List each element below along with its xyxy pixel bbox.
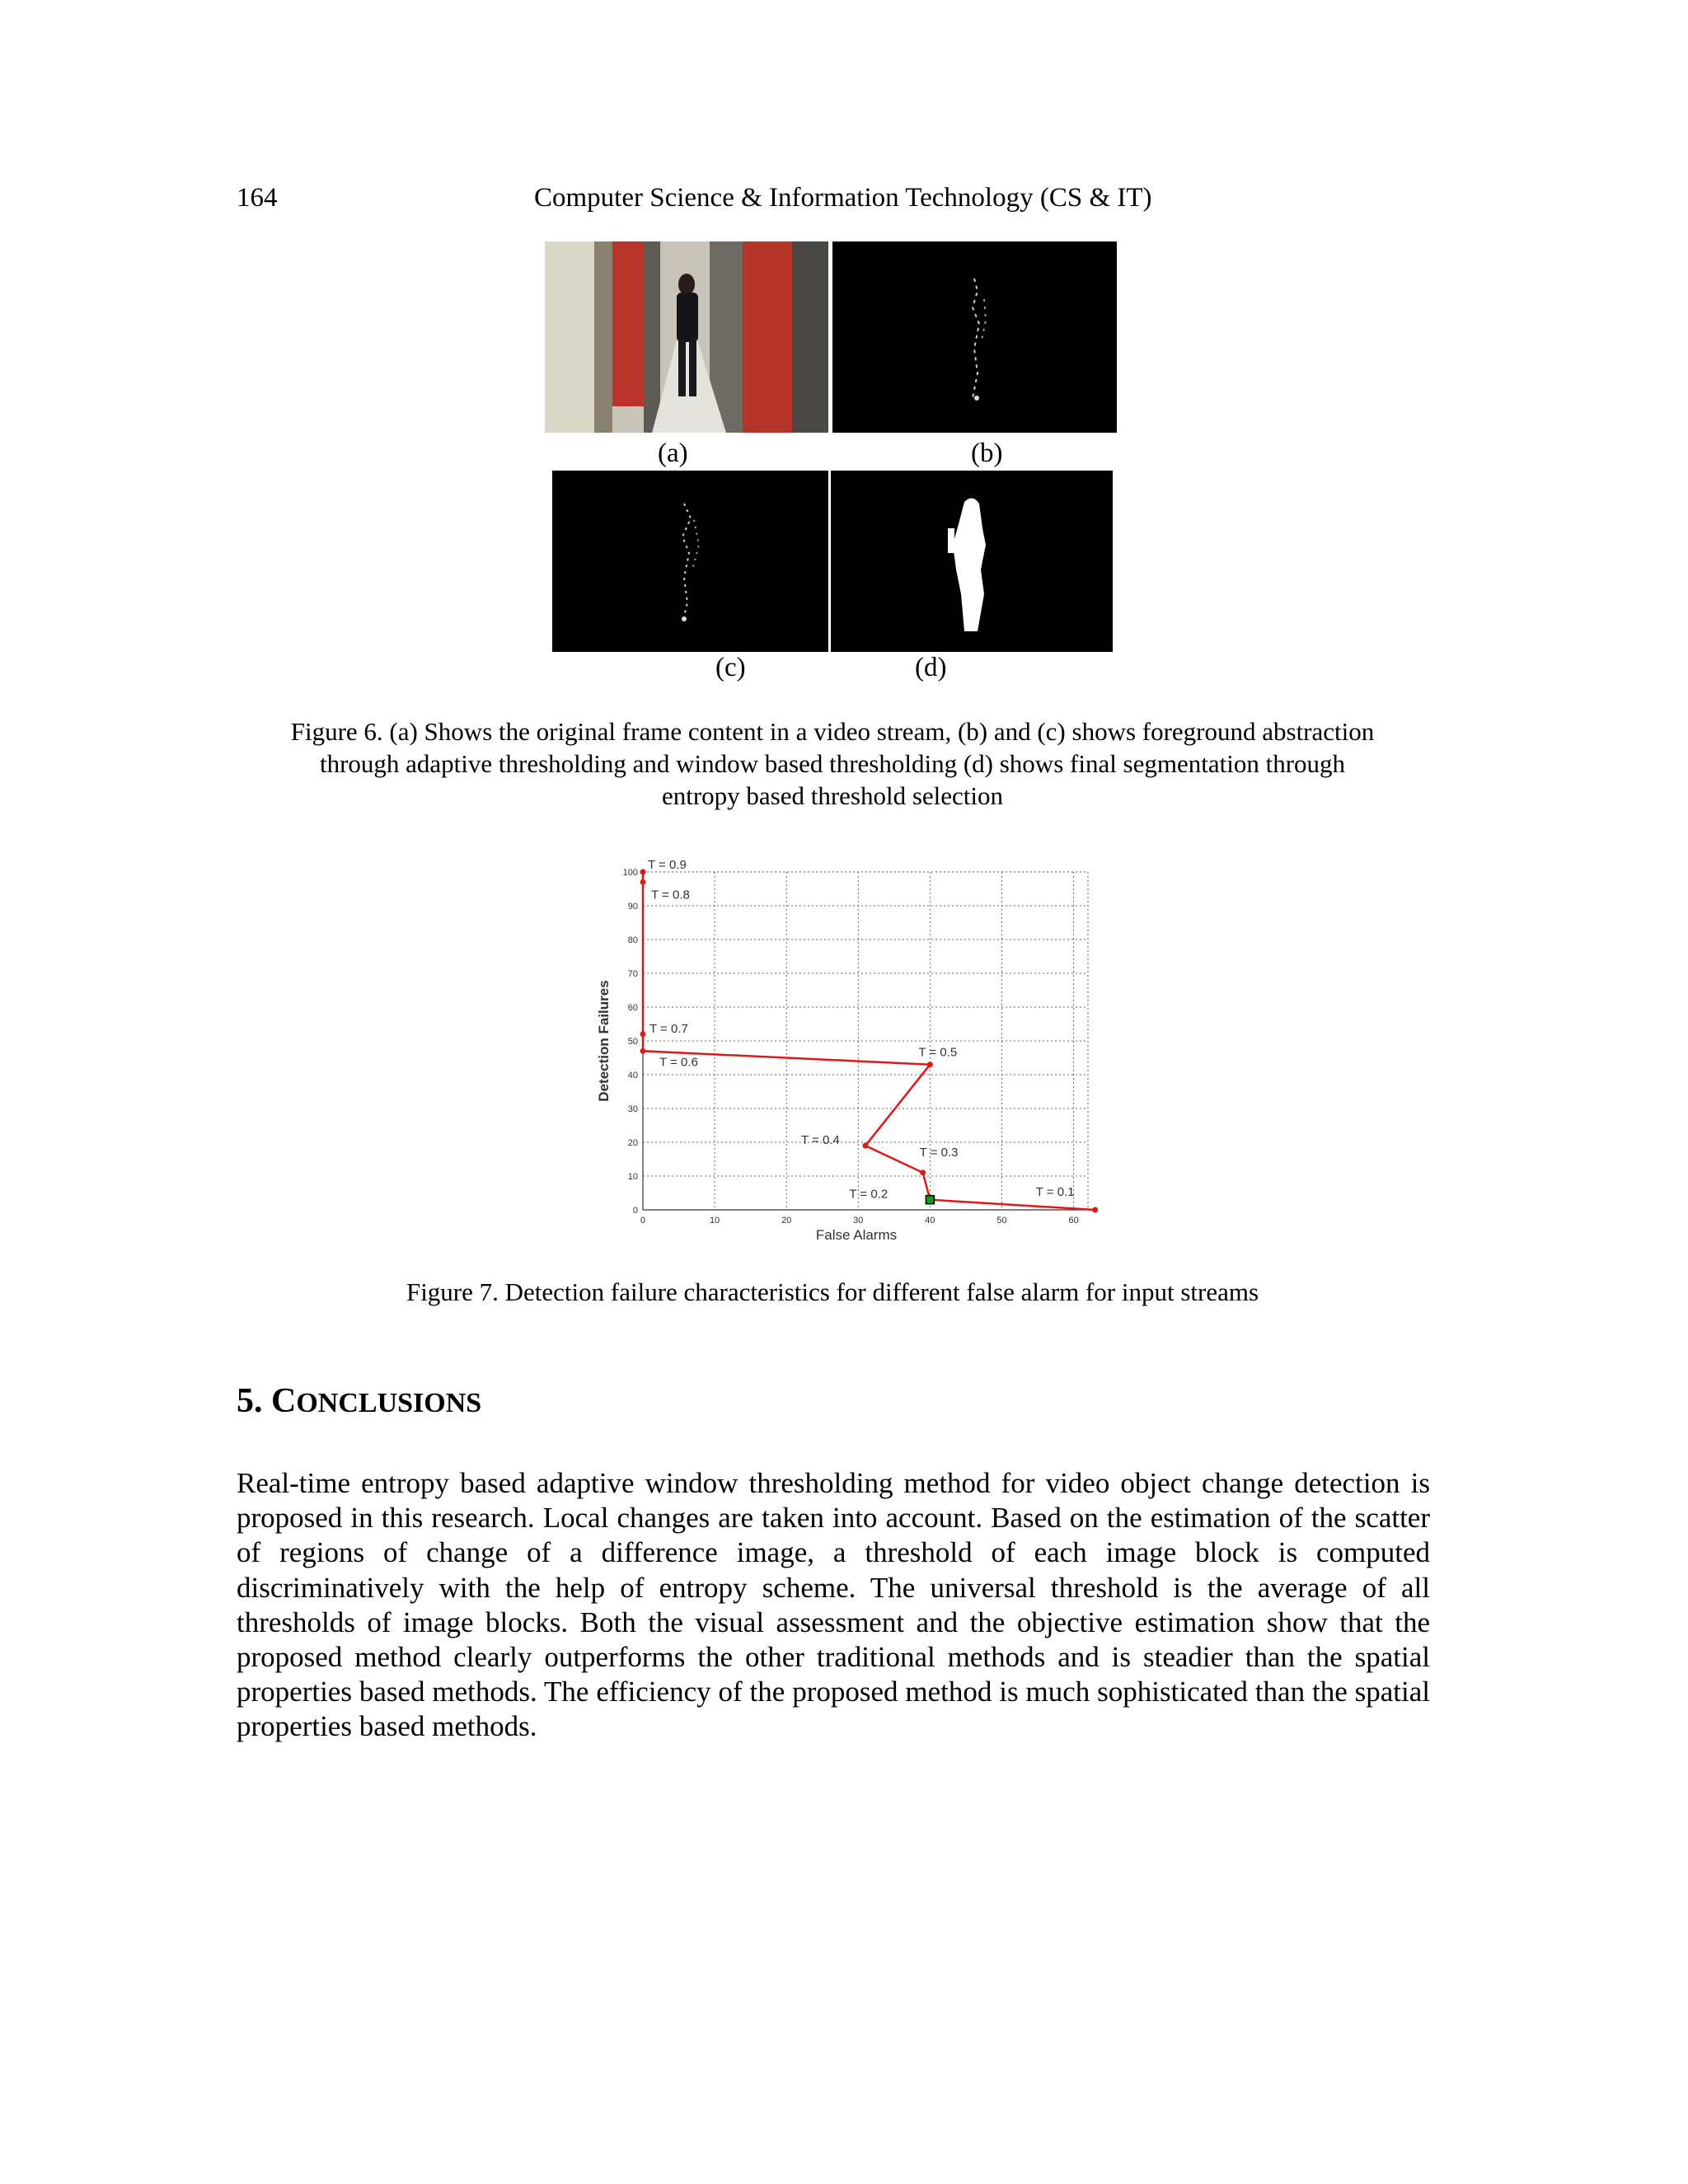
- chart-series: [640, 869, 1099, 1213]
- y-tick-label: 0: [632, 1206, 638, 1216]
- y-tick-label: 70: [627, 969, 638, 979]
- data-point: [927, 1062, 933, 1067]
- y-tick-label: 90: [627, 902, 638, 912]
- x-tick-label: 20: [781, 1216, 792, 1226]
- figure6-label-b: (b): [971, 438, 1003, 468]
- x-tick-label: 60: [1068, 1216, 1079, 1226]
- threshold-label: T = 0.5: [918, 1045, 958, 1060]
- threshold-label: T = 0.4: [801, 1133, 840, 1148]
- x-tick-label: 0: [640, 1216, 646, 1226]
- y-tick-label: 40: [627, 1071, 638, 1080]
- figure6-caption-line3: entropy based threshold selection: [661, 781, 1004, 810]
- data-point: [640, 879, 646, 885]
- chart-point-labels: [648, 858, 1075, 1202]
- threshold-label: T = 0.7: [649, 1021, 688, 1036]
- x-tick-label: 30: [853, 1216, 864, 1226]
- threshold-label: T = 0.1: [1035, 1185, 1075, 1199]
- threshold-label: T = 0.9: [648, 858, 687, 872]
- figure7-chart: [585, 849, 1104, 1244]
- threshold-label: T = 0.2: [849, 1187, 889, 1202]
- section-number: 5.: [237, 1382, 263, 1420]
- figure6-image-c: [552, 471, 828, 652]
- chart-y-axis-label: Detection Failures: [596, 980, 612, 1102]
- figure6-label-a: (a): [658, 438, 688, 468]
- chart-x-axis-label: False Alarms: [815, 1227, 898, 1243]
- figure6-image-d: [831, 471, 1113, 652]
- y-tick-label: 100: [622, 868, 638, 878]
- section-title-initial: C: [271, 1382, 297, 1420]
- data-point: [640, 1048, 646, 1054]
- y-tick-label: 20: [627, 1138, 638, 1148]
- journal-header: Computer Science & Information Technology (CS & IT): [534, 183, 1152, 213]
- page-number: 164: [237, 183, 278, 213]
- threshold-label: T = 0.6: [659, 1055, 698, 1070]
- x-tick-label: 10: [709, 1216, 720, 1226]
- threshold-label: T = 0.8: [651, 888, 690, 902]
- data-point: [640, 1031, 646, 1037]
- x-tick-label: 40: [925, 1216, 935, 1226]
- y-tick-label: 60: [627, 1003, 638, 1013]
- section-title-rest: ONCLUSIONS: [296, 1388, 482, 1418]
- data-point: [1092, 1207, 1098, 1213]
- y-tick-label: 10: [627, 1172, 638, 1182]
- threshold-label: T = 0.3: [919, 1145, 959, 1160]
- figure6-image-b: [832, 241, 1117, 433]
- figure6-label-d: (d): [915, 653, 947, 682]
- y-tick-label: 80: [627, 935, 638, 945]
- figure6-image-a: [545, 241, 828, 433]
- data-point: [640, 869, 646, 875]
- x-tick-label: 50: [996, 1216, 1007, 1226]
- figure6-caption-line2: through adaptive thresholding and window based thresholding (d) shows final segmentation through: [319, 749, 1346, 778]
- highlight-marker: [926, 1196, 934, 1204]
- y-tick-label: 30: [627, 1104, 638, 1114]
- data-point: [863, 1143, 869, 1149]
- data-point: [920, 1169, 926, 1175]
- conclusions-paragraph: Real-time entropy based adaptive window thresholding method for video object change detection is proposed in this research. Local changes are taken into account. Based on the estimation of the scatter of regions of change of a difference image, a threshold of each image block is computed discriminatively with the help of entropy scheme. The universal threshold is the average of all thresholds of image blocks. Both the visual assessment and the objective estimation show that the proposed method clearly outperforms the other traditional methods and is steadier than the spatial properties based methods. The efficiency of the proposed method is much sophisticated than the spatial properties based methods.: [237, 1467, 1430, 1743]
- figure7-caption: Figure 7. Detection failure characteristics for different false alarm for input streams: [406, 1277, 1259, 1306]
- chart-ticks: [623, 868, 1079, 1226]
- chart-grid: [643, 872, 1088, 1210]
- section-heading: [237, 1381, 481, 1421]
- figure6-caption: [231, 715, 1434, 812]
- figure6-label-c: (c): [715, 653, 746, 682]
- y-tick-label: 50: [627, 1037, 638, 1047]
- figure6-caption-line1: Figure 6. (a) Shows the original frame content in a video stream, (b) and (c) shows foreground abstraction: [290, 717, 1375, 746]
